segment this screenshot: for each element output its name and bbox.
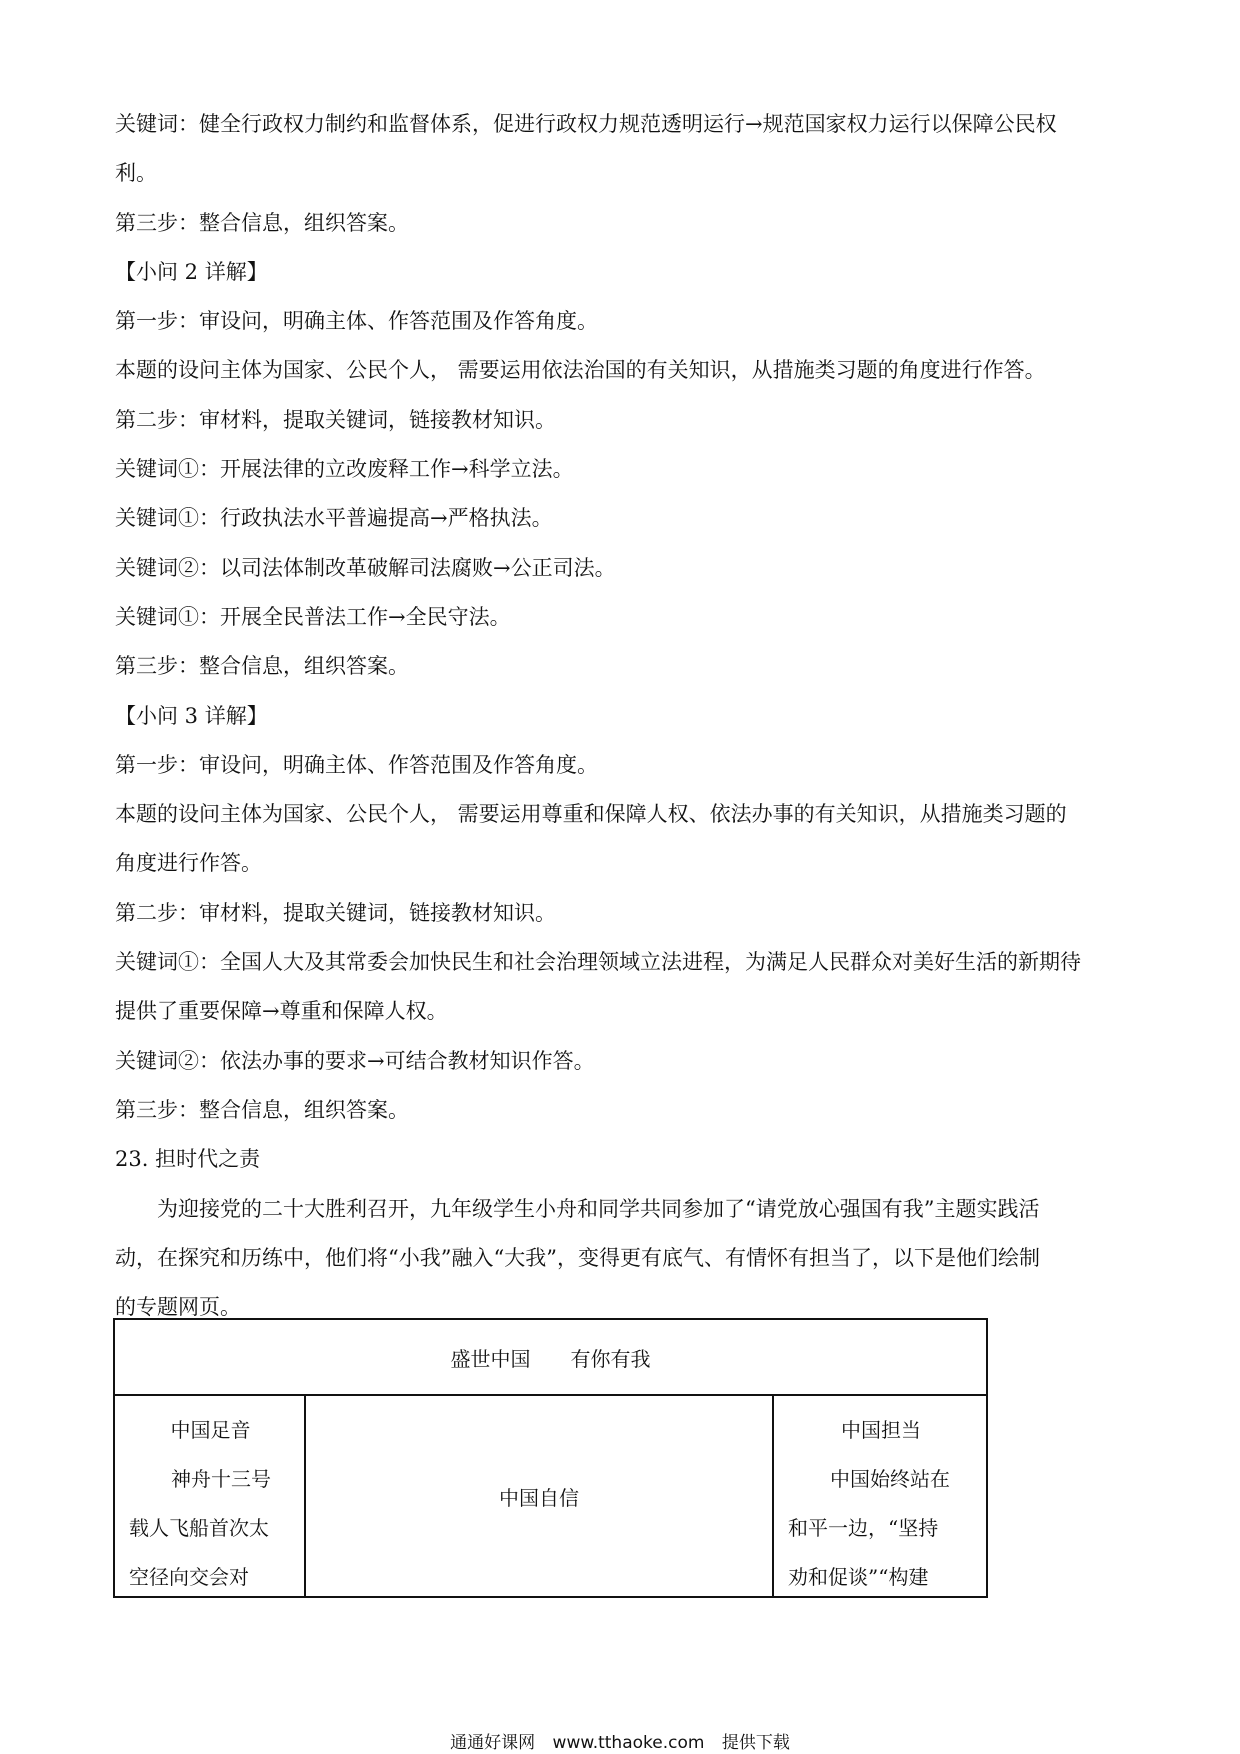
table-title [115, 1320, 986, 1396]
page-footer [0, 1728, 1240, 1753]
text-line: 为迎接党的二十大胜利召开，九年级学生小舟和同学共同参加了“请党放心强国有我”主题实践活 [157, 1196, 1040, 1221]
webpage-table [113, 1318, 988, 1598]
text-line: 第一步：审设问，明确主体、作答范围及作答角度。 [115, 752, 598, 777]
table-column-middle [306, 1396, 774, 1596]
column-heading-left: 中国足音 [170, 1418, 251, 1442]
column-left-line: 神舟十三号 [171, 1467, 271, 1491]
text-line: 本题的设问主体为国家、公民个人， 需要运用尊重和保障人权、依法办事的有关知识，从措施类习题的 [115, 802, 1067, 827]
body-text [115, 100, 1135, 1332]
footer-suffix: 提供下载 [721, 1733, 790, 1753]
text-line: 【小问 2 详解】 [115, 259, 268, 284]
text-line: 关键词①：全国人大及其常委会加快民生和社会治理领域立法进程，为满足人民群众对美好生活的新期待 [115, 950, 1081, 975]
text-line: 本题的设问主体为国家、公民个人， 需要运用依法治国的有关知识，从措施类习题的角度进行作答。 [115, 358, 1046, 383]
table-title-part-2: 有你有我 [570, 1346, 651, 1371]
text-line: 第二步：审材料，提取关键词，链接教材知识。 [115, 407, 556, 432]
table-column-right [774, 1396, 986, 1596]
text-line: 关键词①：开展全民普法工作→全民守法。 [115, 604, 511, 629]
text-line: 角度进行作答。 [115, 851, 262, 876]
column-left-line: 空径向交会对 [129, 1565, 249, 1589]
text-line: 关键词②：依法办事的要求→可结合教材知识作答。 [115, 1048, 595, 1073]
text-line: 第一步：审设问，明确主体、作答范围及作答角度。 [115, 309, 598, 334]
table-column-left [115, 1396, 306, 1596]
text-line: 关键词：健全行政权力制约和监督体系，促进行政权力规范透明运行→规范国家权力运行以保障公民权 [115, 112, 1057, 136]
footer-url[interactable]: www.tthaoke.com [552, 1733, 705, 1753]
text-line: 关键词②：以司法体制改革破解司法腐败→公正司法。 [115, 555, 616, 580]
column-left-line: 载人飞船首次太 [129, 1516, 269, 1540]
text-line: 利。 [115, 161, 157, 186]
text-line: 第三步：整合信息，组织答案。 [115, 654, 409, 679]
column-right-line: 劝和促谈”“构建 [788, 1565, 929, 1589]
column-heading-right: 中国担当 [841, 1418, 921, 1442]
text-line: 关键词①：开展法律的立改废释工作→科学立法。 [115, 457, 574, 482]
text-line: 的专题网页。 [115, 1295, 241, 1320]
text-line: 【小问 3 详解】 [115, 703, 268, 728]
column-right-line: 中国始终站在 [830, 1467, 950, 1491]
text-line: 23. 担时代之责 [115, 1147, 261, 1172]
text-line: 提供了重要保障→尊重和保障人权。 [115, 999, 448, 1024]
text-line: 第三步：整合信息，组织答案。 [115, 210, 409, 235]
footer-site-name: 通通好课网 [450, 1733, 536, 1753]
text-line: 第三步：整合信息，组织答案。 [115, 1097, 409, 1122]
table-title-part-1: 盛世中国 [450, 1346, 531, 1371]
text-line: 关键词①：行政执法水平普遍提高→严格执法。 [115, 506, 553, 531]
text-line: 动，在探究和历练中，他们将“小我”融入“大我”，变得更有底气、有情怀有担当了，以下是他们绘制 [115, 1245, 1040, 1270]
column-right-line: 和平一边，“坚持 [788, 1516, 939, 1540]
text-line: 第二步：审材料，提取关键词，链接教材知识。 [115, 900, 556, 925]
column-heading-middle: 中国自信 [499, 1485, 579, 1510]
